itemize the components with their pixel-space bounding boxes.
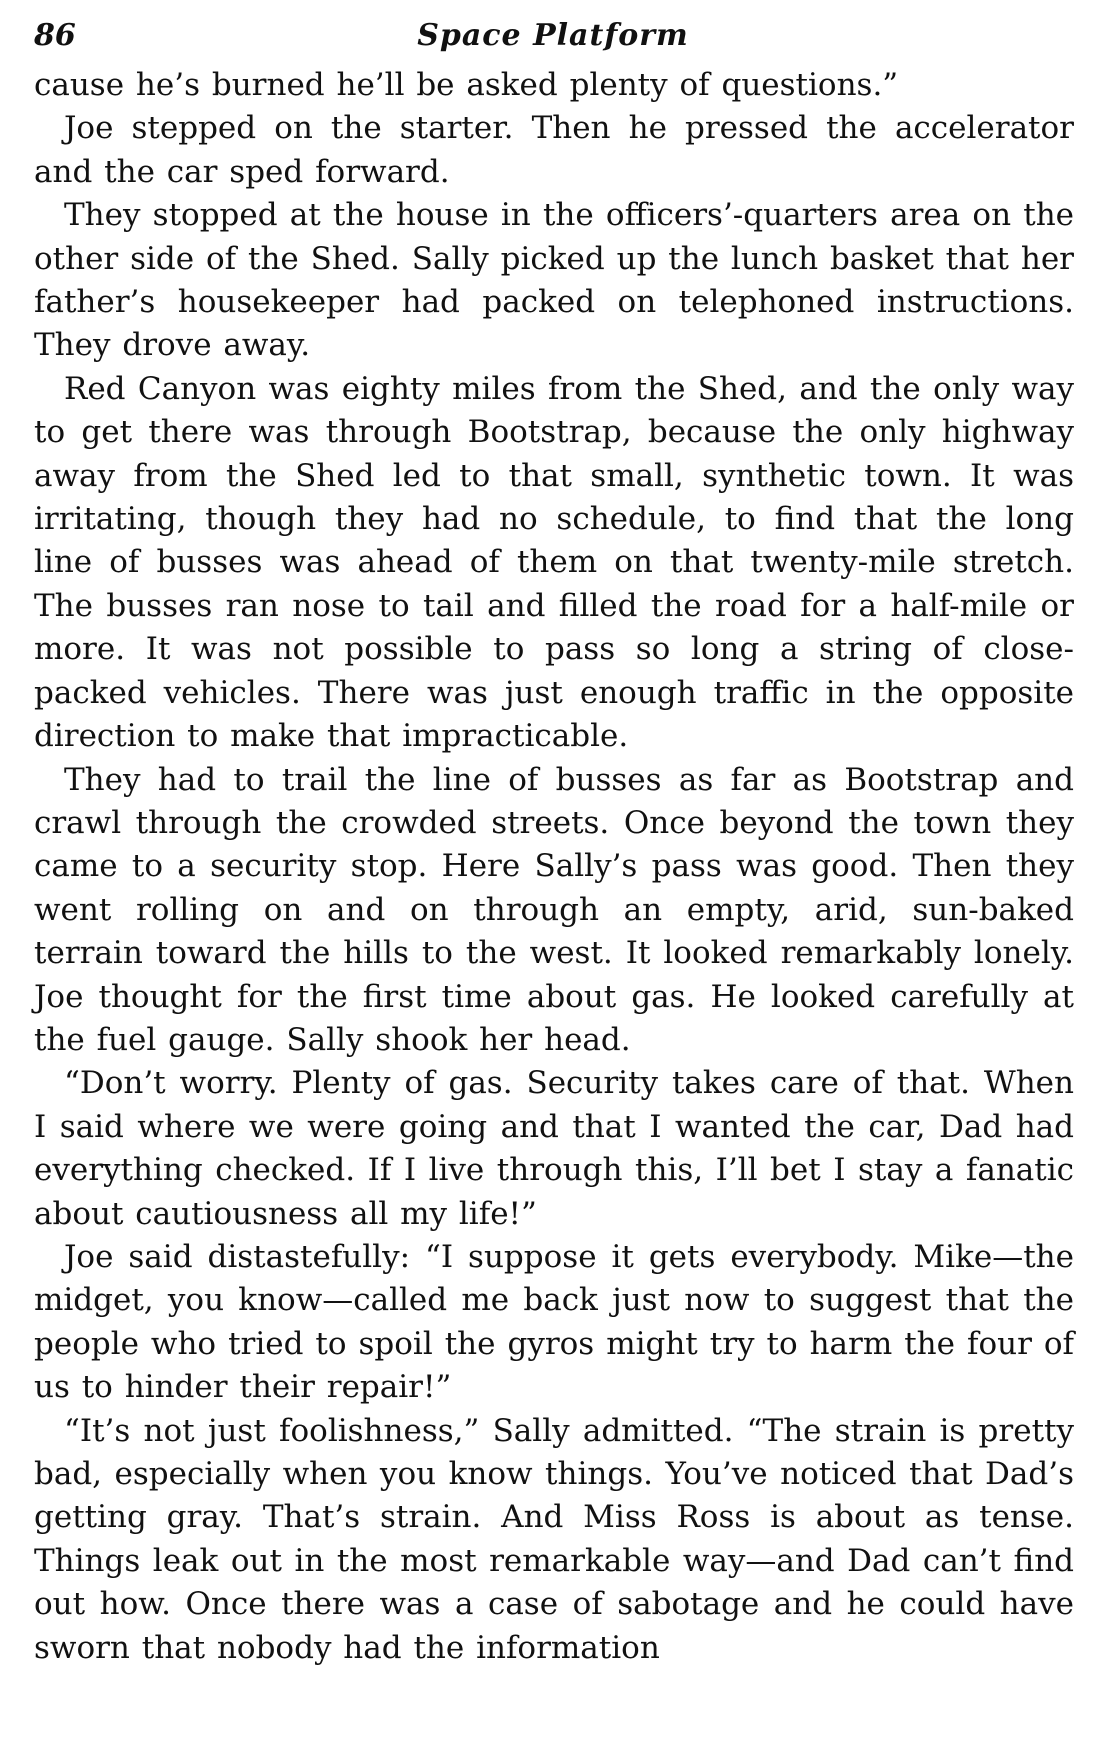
- paragraph-8: “It’s not just foolishness,” Sally admitted. “The strain is pretty bad, especially when you know things. You’ve noticed that Dad’s getting gray. That’s strain. And Miss Ross is about as tense. Things leak out in the most remarkable way—and Dad can’t find out how. Once there was a case of sabotage and he could have sworn that nobody had the information: [34, 1412, 1074, 1666]
- page-number: 86: [34, 18, 76, 53]
- paragraph-1: cause he’s burned he’ll be asked plenty of questions.”: [34, 67, 899, 103]
- paragraph-7: Joe said distastefully: “I suppose it gets everybody. Mike—the midget, you know—called me back just now to suggest that the people who tried to spoil the gyros might try to harm the four of us to hinder their repair!”: [34, 1238, 1074, 1406]
- paragraph-5: They had to trail the line of busses as far as Bootstrap and crawl through the crowded streets. Once beyond the town they came to a security stop. Here Sally’s pass was good. Then they went rolling on and on through an empty, arid, sun-baked terrain toward the hills to the west. It looked remarkably lonely. Joe thought for the first time about gas. He looked carefully at the fuel gauge. Sally shook her head.: [34, 761, 1074, 1058]
- page-header: [34, 12, 1072, 60]
- body-text: [34, 64, 1074, 1670]
- paragraph-6: “Don’t worry. Plenty of gas. Security takes care of that. When I said where we were going and that I wanted the car, Dad had everything checked. If I live through this, I’ll bet I stay a fanatic about cautiousness all my life!”: [34, 1065, 1074, 1232]
- paragraph-2: Joe stepped on the starter. Then he pressed the accelerator and the car sped forward.: [34, 110, 1074, 190]
- paragraph-3: They stopped at the house in the officers’-quarters area on the other side of the Shed. Sally picked up the lunch basket that her father’s housekeeper had packed on telephoned instructions. They drove away.: [34, 197, 1074, 364]
- running-title: Space Platform: [417, 18, 689, 53]
- paragraph-4: Red Canyon was eighty miles from the Shed, and the only way to get there was through Bootstrap, because the only highway away from the Shed led to that small, synthetic town. It was irritating, though they had no schedule, to find that the long line of busses was ahead of them on that twenty-mile stretch. The busses ran nose to tail and filled the road for a half-mile or more. It was not possible to pass so long a string of close-packed vehicles. There was just enough traffic in the opposite direction to make that impracticable.: [34, 370, 1074, 755]
